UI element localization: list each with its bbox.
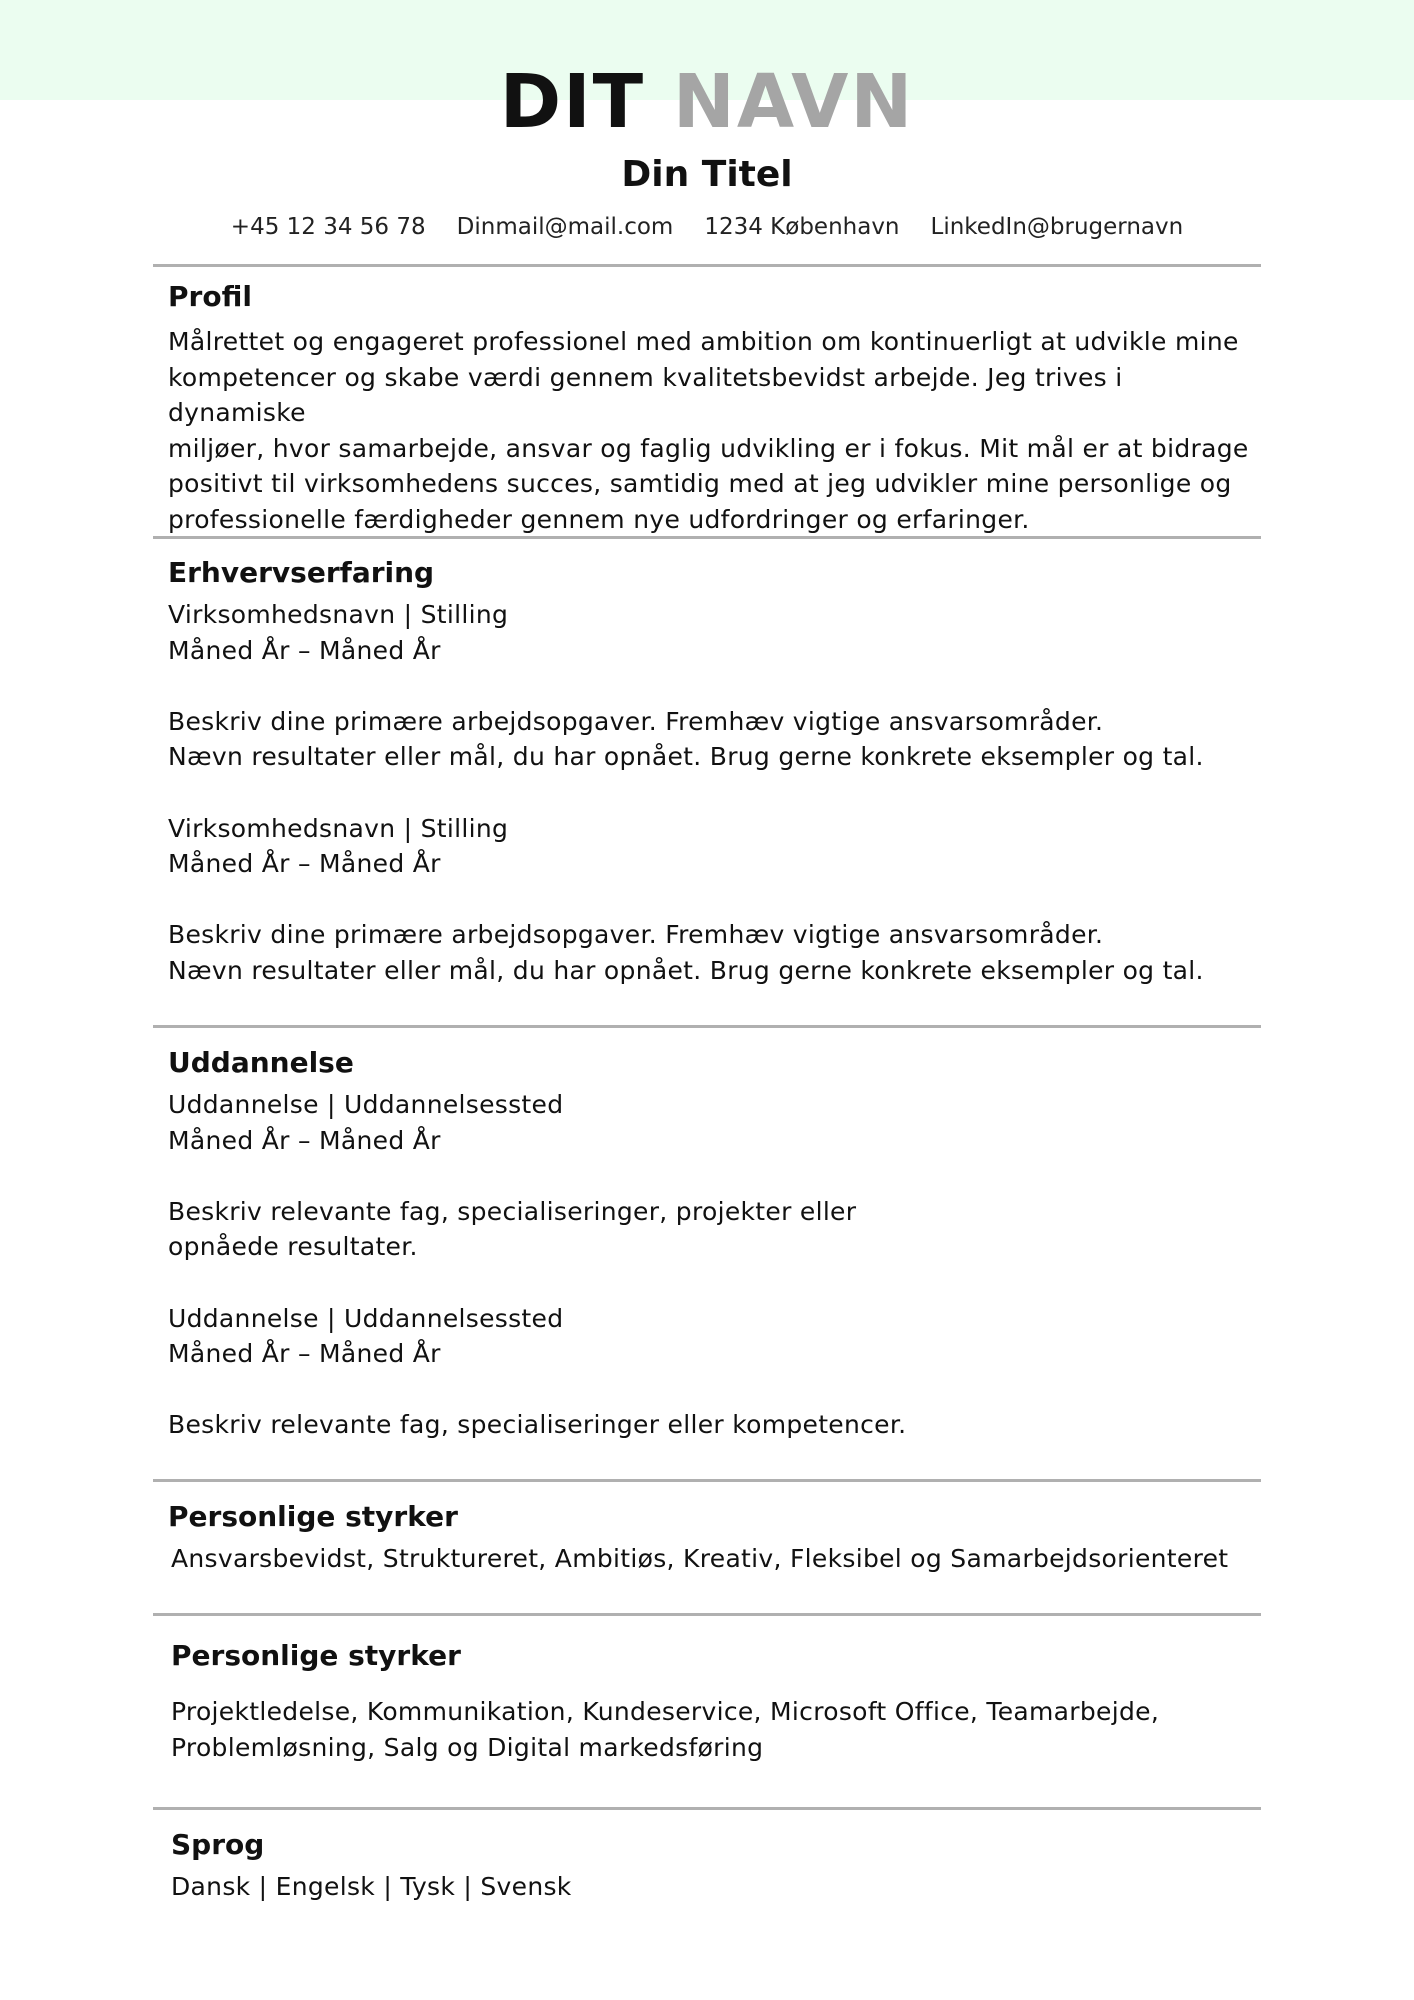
section-heading: Erhvervserfaring [168,556,435,589]
profile-section [168,277,1268,538]
education-entry [168,1301,1268,1443]
education-section [168,1043,1268,1443]
entry-description: Beskriv dine primære arbejdsopgaver. Fremhæv vigtige ansvarsområder. [168,920,1104,950]
profile-line: Målrettet og engageret professionel med ambition om kontinuerligt at udvikle mine [168,327,1239,356]
entry-org-role: Virksomhedsnavn | Stilling [168,813,509,843]
job-title: Din Titel [621,154,793,195]
entry-description: opnåede resultater. [168,1232,418,1262]
skills-line: Projektledelse, Kommunikation, Kundeservice, Microsoft Office, Teamarbejde, [171,1697,1160,1726]
profile-line: miljøer, hvor samarbejde, ansvar og faglig udvikling er i fokus. Mit mål er at bidrage [168,433,1249,463]
entry-description: Nævn resultater eller mål, du har opnået. Brug gerne konkrete eksempler og tal. [168,742,1204,772]
name-last: NAVN [672,59,915,145]
contact-address: 1234 København [704,214,900,240]
entry-period: Måned År – Måned År [168,1339,441,1369]
section-heading: Personlige styrker [168,1500,458,1533]
divider [153,1479,1261,1482]
contact-phone: +45 12 34 56 78 [230,214,426,240]
skills-line: Problemløsning, Salg og Digital markedsføring [171,1732,764,1762]
experience-entry [168,811,1268,989]
contact-linkedin: LinkedIn@brugernavn [930,214,1184,240]
divider [153,1025,1261,1028]
section-heading: Uddannelse [168,1046,354,1079]
entry-period: Måned År – Måned År [168,1125,441,1155]
divider [153,1807,1261,1810]
strengths-text: Ansvarsbevidst, Struktureret, Ambitiøs, Kreativ, Fleksibel og Samarbejdsorienteret [171,1544,1229,1573]
divider [153,536,1261,539]
profile-line: professionelle færdigheder gennem nye udfordringer og erfaringer. [168,504,1030,534]
section-heading: Profil [168,280,252,313]
entry-org-role: Uddannelse | Uddannelsessted [168,1090,564,1119]
entry-org-role: Virksomhedsnavn | Stilling [168,600,509,629]
strengths-section [168,1497,1268,1577]
contact-line [0,210,1414,244]
experience-section [168,553,1268,989]
languages-section [171,1825,1271,1905]
skills-section [171,1636,1271,1765]
profile-line: kompetencer og skabe værdi gennem kvalitetsbevidst arbejde. Jeg trives i dynamiske [168,362,1123,428]
contact-email: Dinmail@mail.com [456,214,674,240]
languages-text: Dansk | Engelsk | Tysk | Svensk [171,1872,572,1901]
profile-line: positivt til virksomhedens succes, samtidig med at jeg udvikler mine personlige og [168,469,1232,499]
education-entry [168,1087,1268,1265]
section-heading: Sprog [171,1828,265,1861]
candidate-name [0,57,1414,147]
divider [153,264,1261,267]
entry-description: Nævn resultater eller mål, du har opnået. Brug gerne konkrete eksempler og tal. [168,955,1204,985]
entry-period: Måned År – Måned År [168,635,441,665]
section-heading: Personlige styrker [171,1639,461,1672]
divider [153,1613,1261,1616]
experience-entry [168,597,1268,775]
entry-description: Beskriv relevante fag, specialiseringer eller kompetencer. [168,1410,907,1440]
entry-period: Måned År – Måned År [168,849,441,879]
entry-org-role: Uddannelse | Uddannelsessted [168,1303,564,1333]
name-first: DIT [499,59,646,145]
entry-description: Beskriv dine primære arbejdsopgaver. Fremhæv vigtige ansvarsområder. [168,706,1104,736]
entry-description: Beskriv relevante fag, specialiseringer, projekter eller [168,1196,857,1226]
